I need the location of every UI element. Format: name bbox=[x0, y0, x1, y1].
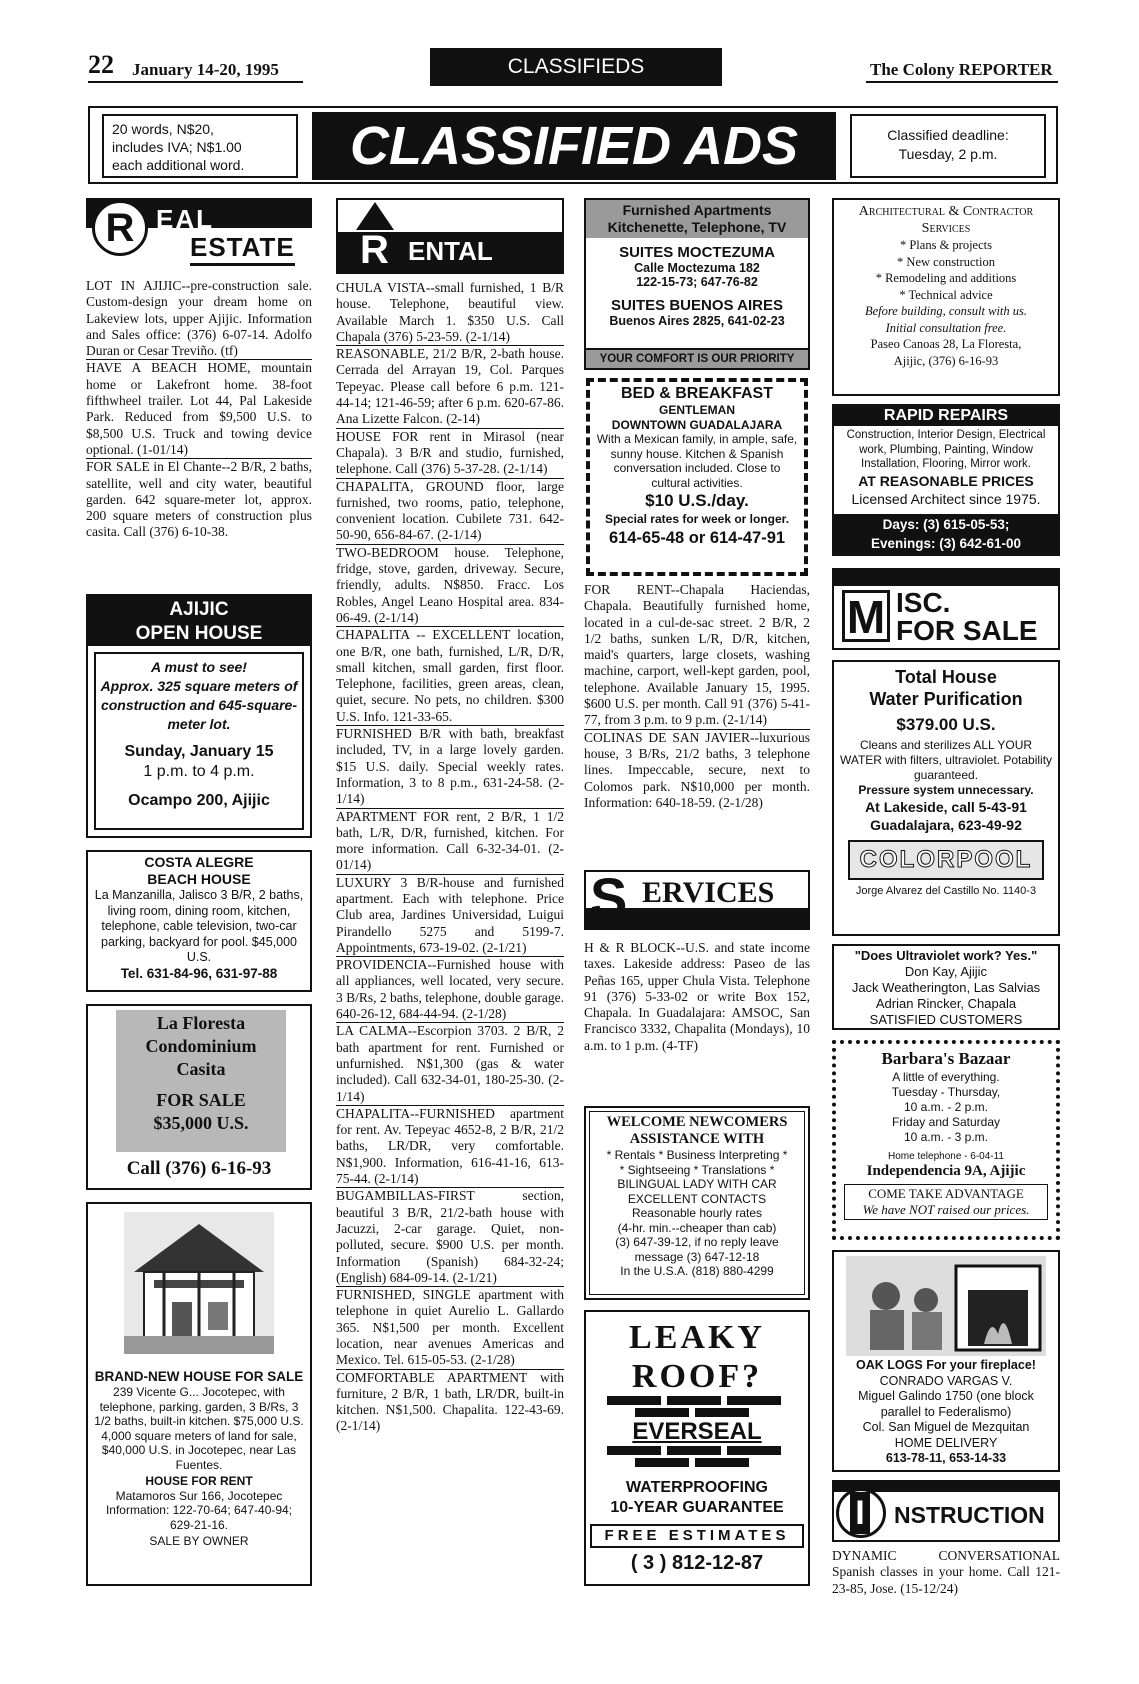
suites-top: Kitchenette, Telephone, TV bbox=[607, 219, 787, 235]
rental-ads bbox=[336, 280, 564, 1435]
architect-title: Architectural & Contractor bbox=[858, 204, 1034, 219]
section-title: CLASSIFIEDS bbox=[430, 48, 722, 86]
bnb-body: With a Mexican family, in ample, safe, sunny house. Kitchen & Spanish conversation included. Close to cultural activities. bbox=[596, 432, 798, 490]
rapid-title: RAPID REPAIRS bbox=[834, 406, 1058, 426]
bazaar-line: 10 a.m. - 3 p.m. bbox=[903, 1130, 989, 1144]
deadline-line: Classified deadline: bbox=[887, 127, 1009, 143]
architect-item: * Plans & projects bbox=[899, 238, 992, 252]
instruction-letter: I bbox=[850, 1492, 870, 1534]
open-house-address: Ocampo 200, Ajijic bbox=[128, 792, 270, 809]
costa-alegre-body: La Manzanilla, Jalisco 3 B/R, 2 baths, living room, dining room, kitchen, telephone, cable television, two-car parking, backyard for pool. $45,000 U.S. bbox=[94, 888, 304, 964]
classified-ad: PROVIDENCIA--Furnished house with all appliances, well located, very secure. 3 B/Rs, 2 baths, telephone, double garage. 640-26-12, 684-44-94. (2-1/28) bbox=[336, 957, 564, 1022]
classified-ad: CHAPALITA -- EXCELLENT location, one B/R, one bath, furnished, L/R, D/R, small kitchen, small garden, first floor. Telephone, facilities, green areas, clean, quiet, secure. No pets, no children. $300 U.S. Info. 121-33-65. bbox=[336, 627, 564, 724]
welcome-line: * Sightseeing * Translations * bbox=[619, 1162, 775, 1177]
colorpool-logo: COLORPOOL bbox=[848, 840, 1044, 880]
suites-addr-2: Buenos Aires 2825, 641-02-23 bbox=[609, 314, 785, 328]
classified-ad: LA CALMA--Escorpion 3703. 2 B/R, 2 bath apartment for rent. Furnished or unfurnished. N$1,300 (gas & water included). Call 632-34-01, 180-25-30. (2-1/14) bbox=[336, 1023, 564, 1104]
bazaar-adv: We have NOT raised our prices. bbox=[862, 1202, 1030, 1217]
page-header bbox=[88, 50, 1058, 86]
services-header bbox=[584, 866, 810, 932]
real-estate-ads bbox=[86, 278, 312, 541]
architect-title: Services bbox=[921, 220, 971, 236]
la-floresta-call: Call (376) 6-16-93 bbox=[126, 1158, 272, 1179]
la-floresta-price: $35,000 U.S. bbox=[153, 1113, 249, 1133]
welcome-line: message (3) 647-12-18 bbox=[634, 1249, 760, 1264]
welcome-title: ASSISTANCE WITH bbox=[629, 1131, 765, 1147]
open-house-tagline: A must to see! bbox=[151, 659, 247, 675]
suites-name: SUITES MOCTEZUMA bbox=[619, 244, 775, 261]
bazaar-adv: COME TAKE ADVANTAGE bbox=[868, 1186, 1024, 1201]
la-floresta-sale: FOR SALE bbox=[156, 1090, 246, 1110]
bazaar-line: Friday and Saturday bbox=[891, 1115, 1001, 1129]
architect-ad bbox=[832, 198, 1060, 396]
costa-alegre-ad bbox=[86, 850, 312, 992]
classified-ad: FOR SALE in El Chante--2 B/R, 2 baths, satellite, well and city water, beautiful garden. 642 square-meter lot, approx. 200 square meters of construction plus casita. Call (376) 6-10-38. bbox=[86, 459, 312, 540]
classified-ad: CHULA VISTA--small furnished, 1 B/R house. Telephone, beautiful view. Available March 1. $350 U.S. Call Chapala (376) 5-23-59. (2-1/14) bbox=[336, 280, 564, 344]
classified-ad: FOR RENT--Chapala Haciendas, Chapala. Beautifully furnished home, located in a cul-de-sac street. 2 B/R, 2 1/2 baths, sunken L/R, D/R, kitchen, maid's quarters, large closets, washing machine, carport, well-kept garden, pool, telephone. Available January 15, 1995. $600 U.S. per month. Call 91 (376) 5-41-77, from 3 p.m. to 9 p.m. (2-1/14) bbox=[584, 582, 810, 728]
architect-addr: Paseo Canoas 28, La Floresta, bbox=[870, 337, 1022, 351]
open-house-ad bbox=[86, 594, 312, 838]
rapid-body: Construction, Interior Design, Electrical work, Plumbing, Painting, Window Installation, Flooring, Mirror work. bbox=[846, 429, 1046, 470]
bnb-phone: 614-65-48 or 614-47-91 bbox=[608, 528, 786, 547]
oak-line: CONRADO VARGAS V. bbox=[879, 1373, 1013, 1388]
bnb-sub: DOWNTOWN GUADALAJARA bbox=[611, 417, 783, 432]
ultra-name: Adrian Rincker, Chapala bbox=[875, 996, 1017, 1011]
services-ads bbox=[584, 940, 810, 1054]
barbaras-bazaar-ad bbox=[832, 1040, 1060, 1240]
house-for-rent-body: Matamoros Sur 166, Jocotepec Information: 122-70-64; 647-40-94; 629-21-16. bbox=[105, 1488, 293, 1532]
house-photo bbox=[124, 1212, 274, 1354]
everseal-brand: EVERSEAL bbox=[632, 1418, 762, 1445]
classified-ad: COLINAS DE SAN JAVIER--luxurious house, 3 B/Rs, 21/2 baths, 3 telephone lines. Impeccable, secure, next to Colomos park. N$10,000 per month. Information: 640-18-59. (2-1/28) bbox=[584, 729, 810, 810]
bnb-sub: GENTLEMAN bbox=[659, 403, 735, 417]
services-heading: ERVICES bbox=[642, 876, 775, 909]
classified-ad: FURNISHED, SINGLE apartment with telephone in quiet Aurelio L. Gallardo 365. N$1,500 per month. Excellent location, near avenues Americas and Mexico. Tel. 615-05-53. (2-1/28) bbox=[336, 1287, 564, 1368]
classified-ad: REASONABLE, 21/2 B/R, 2-bath house. Cerrada del Arrayan 19, Col. Parques Tepeyac. Please call before 6 p.m. 121-44-14; 121-46-59; after 6 p.m. 620-67-86. Ana Lizette Falcon. (2-14) bbox=[336, 346, 564, 427]
misc-bottom: FOR SALE bbox=[896, 615, 1038, 646]
bazaar-line: A little of everything. bbox=[892, 1070, 1000, 1084]
welcome-line: BILINGUAL LADY WITH CAR bbox=[617, 1177, 777, 1191]
open-house-time: 1 p.m. to 4 p.m. bbox=[143, 763, 255, 780]
la-floresta-ad bbox=[86, 1004, 312, 1190]
classified-ad: CHAPALITA--FURNISHED apartment for rent. Av. Tepeyac 4652-8, 2 B/R, 21/2 baths, LR/DR, very comfortable. N$1,900. Information, 616-41-16, 613-75-44. (2-1/14) bbox=[336, 1105, 564, 1187]
ultra-question: "Does Ultraviolet work? Yes." bbox=[854, 948, 1038, 963]
water-purification-ad bbox=[832, 660, 1060, 936]
architect-slogan: Initial consultation free. bbox=[885, 320, 1007, 335]
architect-item: * Remodeling and additions bbox=[875, 271, 1017, 285]
leaky-roof-ad bbox=[584, 1310, 810, 1586]
water-lakeside: At Lakeside, call 5-43-91 bbox=[865, 799, 1027, 815]
brand-new-title: BRAND-NEW HOUSE FOR SALE bbox=[94, 1369, 304, 1384]
instruction-ads bbox=[832, 1548, 1060, 1597]
open-house-date: Sunday, January 15 bbox=[124, 743, 274, 760]
roof-bricks-icon bbox=[607, 1446, 787, 1468]
oak-logs-ad bbox=[832, 1250, 1060, 1472]
rental-letter: R bbox=[360, 228, 389, 272]
suites-footer: YOUR COMFORT IS OUR PRIORITY bbox=[586, 348, 808, 368]
welcome-line: In the U.S.A. (818) 880-4299 bbox=[620, 1264, 774, 1278]
la-floresta-line: Condominium bbox=[145, 1036, 257, 1056]
fireplace-illustration bbox=[846, 1256, 1046, 1356]
rapid-prices: AT REASONABLE PRICES bbox=[858, 472, 1034, 489]
la-floresta-line: La Floresta bbox=[156, 1013, 246, 1033]
services-letter: S bbox=[590, 866, 628, 929]
bazaar-line: 10 a.m. - 2 p.m. bbox=[903, 1100, 989, 1114]
suites-addr: Calle Moctezuma 182 bbox=[634, 261, 760, 275]
bnb-price: $10 U.S./day. bbox=[645, 491, 749, 510]
costa-alegre-tel: Tel. 631-84-96, 631-97-88 bbox=[120, 965, 278, 981]
welcome-line: Reasonable hourly rates bbox=[631, 1206, 763, 1220]
suites-phones: 122-15-73; 647-76-82 bbox=[636, 275, 758, 289]
free-estimates: FREE ESTIMATES bbox=[590, 1524, 804, 1548]
bazaar-title: Barbara's Bazaar bbox=[881, 1049, 1011, 1068]
classified-ad: CHAPALITA, GROUND floor, large furnished, two rooms, patio, telephone, convenient location. Cubilete 731. 642-50-90, 656-84-67. (2-1/14) bbox=[336, 478, 564, 543]
bazaar-line: Tuesday - Thursday, bbox=[891, 1085, 1001, 1099]
instruction-header bbox=[832, 1480, 1060, 1542]
banner-title: CLASSIFIED ADS bbox=[312, 112, 836, 180]
water-title: Water Purification bbox=[869, 689, 1023, 709]
open-house-desc: Approx. 325 square meters of construction and 645-square-meter lot. bbox=[100, 678, 298, 732]
oak-line: Miguel Galindo 1750 (one block bbox=[858, 1389, 1034, 1403]
bnb-title: BED & BREAKFAST bbox=[620, 385, 773, 402]
rapid-days: Days: (3) 615-05-53; bbox=[882, 517, 1010, 532]
page-number: 22 bbox=[88, 50, 114, 79]
open-house-title: AJIJIC bbox=[169, 599, 229, 620]
waterproofing: WATERPROOFING bbox=[626, 1479, 768, 1496]
oak-line: Col. San Miguel de Mezquitan bbox=[862, 1420, 1030, 1434]
welcome-newcomers-ad bbox=[584, 1106, 810, 1300]
bazaar-tel: Home telephone - 6-04-11 bbox=[888, 1151, 1004, 1162]
leaky-line: ROOF? bbox=[631, 1358, 763, 1395]
col3-rental-ads bbox=[584, 582, 810, 811]
classified-ad: TWO-BEDROOM house. Telephone, fridge, stove, garden, driveway. Secure, friendly, adults. N$850. Fracc. Los Robles, Angel Leano Hospital area. 834-06-49. (2-1/14) bbox=[336, 544, 564, 625]
deadline-box bbox=[850, 114, 1046, 178]
classified-ad: DYNAMIC CONVERSATIONAL Spanish classes in your home. Call 121-23-85, Jose. (15-12/24) bbox=[832, 1548, 1060, 1596]
water-addr: Jorge Alvarez del Castillo No. 1140-3 bbox=[855, 885, 1037, 897]
instruction-heading: NSTRUCTION bbox=[894, 1502, 1045, 1528]
rental-heading: ENTAL bbox=[408, 236, 493, 266]
real-estate-heading-bottom: ESTATE bbox=[190, 232, 295, 266]
leaky-line: LEAKY bbox=[629, 1319, 765, 1356]
suites-top: Furnished Apartments bbox=[622, 202, 772, 218]
classified-ad: APARTMENT FOR rent, 2 B/R, 1 1/2 bath, L/R, D/R, furnished, kitchen. For more information. Call 6-32-34-01. (2-01/14) bbox=[336, 808, 564, 873]
misc-top: ISC. bbox=[896, 587, 951, 618]
rate-box bbox=[102, 114, 298, 178]
classified-ad: BUGAMBILLAS-FIRST section, beautiful 3 B/R, 21/2-bath house with Jacuzzi, 2-car garage. Quiet, non-polluted, secure. $900 U.S. per month. Information (Spanish) 684-32-24; (English) 684-09-14. (2-1/21) bbox=[336, 1188, 564, 1285]
architect-slogan: Before building, consult with us. bbox=[864, 304, 1028, 318]
classified-ad: LUXURY 3 B/R-house and furnished apartment. Each with telephone. Price Club area, Jardines Universidad, Luigui Pirandello 5275 and 5199-7. Appointments, 673-19-02. (2-1/21) bbox=[336, 874, 564, 955]
brand-new-house-ad bbox=[86, 1202, 312, 1586]
welcome-title: WELCOME NEWCOMERS bbox=[606, 1114, 788, 1130]
real-estate-heading-top: EAL bbox=[156, 204, 214, 234]
paper-name: The Colony REPORTER bbox=[870, 60, 1053, 79]
classified-banner bbox=[88, 106, 1058, 184]
welcome-line: (3) 647-39-12, if no reply leave bbox=[615, 1235, 779, 1249]
classified-ad: FURNISHED B/R with bath, breakfast included, TV, in a large lovely garden. $15 U.S. daily. Special weekly rates. Information, 3 to 8 p.m., 631-24-58. (2-1/14) bbox=[336, 726, 564, 807]
rapid-repairs-ad bbox=[832, 404, 1060, 556]
misc-letter: M bbox=[842, 590, 890, 642]
real-estate-letter: R bbox=[92, 200, 148, 256]
la-floresta-line: Casita bbox=[176, 1059, 226, 1079]
rapid-evenings: Evenings: (3) 642-61-00 bbox=[870, 536, 1022, 551]
architect-item: * New construction bbox=[897, 254, 995, 269]
brand-new-body: 239 Vicente G... Jocotepec, with telephone, parking, garden, 3 B/Rs, 3 1/2 baths, built-in kitchen. $75,000 U.S. 4,000 square meters of land for sale, $40,000 U.S. in Jocotepec, near Las Fuentes. bbox=[94, 1385, 304, 1472]
classified-ad: HOUSE FOR rent in Mirasol (near Chapala). 3 B/R and studio, furnished, telephone. Call (376) 5-37-28. (2-1/14) bbox=[336, 428, 564, 477]
ultraviolet-ad bbox=[832, 944, 1060, 1030]
house-for-rent-title: HOUSE FOR RENT bbox=[145, 1474, 253, 1488]
classified-ad: H & R BLOCK--U.S. and state income taxes. Lakeside address: Paseo de las Peñas 165, upper Chula Vista. Telephone 91 (376) 5-33-02 or write Box 152, Chapala. In Guadalajara: AMSOC, San Francisco 3332, Chapalita (Mondays), 10 a.m. to 1 p.m. (4-TF) bbox=[584, 940, 810, 1053]
water-title: Total House bbox=[895, 667, 997, 687]
la-floresta-photo bbox=[116, 1010, 286, 1152]
misc-header bbox=[832, 568, 1060, 650]
bed-breakfast-ad bbox=[586, 378, 808, 576]
oak-line: parallel to Federalismo) bbox=[880, 1404, 1012, 1419]
real-estate-header bbox=[86, 198, 312, 272]
roof-bricks-icon bbox=[607, 1396, 787, 1418]
ultra-name: Don Kay, Ajijic bbox=[904, 964, 988, 979]
open-house-title: OPEN HOUSE bbox=[135, 623, 263, 644]
sale-by-owner: SALE BY OWNER bbox=[149, 1534, 249, 1548]
classified-ad: COMFORTABLE APARTMENT with furniture, 2 B/R, 1 bath, LR/DR, built-in kitchen. N$1,500. Chapalita. 122-43-69. (2-1/14) bbox=[336, 1369, 564, 1434]
bazaar-addr: Independencia 9A, Ajijic bbox=[866, 1163, 1026, 1179]
rate-line: each additional word. bbox=[112, 157, 245, 173]
deadline-line: Tuesday, 2 p.m. bbox=[898, 146, 998, 162]
water-body: Cleans and sterilizes ALL YOUR WATER with filters, ultraviolet. Potability guaranteed. bbox=[839, 738, 1053, 782]
rental-header bbox=[336, 198, 564, 274]
rapid-licensed: Licensed Architect since 1975. bbox=[851, 490, 1041, 507]
bnb-special: Special rates for week or longer. bbox=[604, 512, 790, 526]
oak-title: OAK LOGS For your fireplace! bbox=[856, 1358, 1036, 1372]
welcome-line: * Rentals * Business Interpreting * bbox=[606, 1148, 788, 1162]
classified-ad: LOT IN AJIJIC--pre-construction sale. Custom-design your dream home on Lakeview lots, upper Ajijic. Information and Sales office: (376) 6-07-14. Adolfo Duran or Cesar Treviño. (tf) bbox=[86, 278, 312, 359]
costa-alegre-title: BEACH HOUSE bbox=[147, 871, 251, 887]
ultra-name: Jack Weatherington, Las Salvias bbox=[851, 980, 1041, 995]
guarantee: 10-YEAR GUARANTEE bbox=[610, 1499, 784, 1516]
rate-line: 20 words, N$20, bbox=[112, 121, 214, 137]
architect-item: * Technical advice bbox=[899, 287, 993, 302]
rate-line: includes IVA; N$1.00 bbox=[112, 139, 242, 155]
issue-date: January 14-20, 1995 bbox=[132, 60, 279, 79]
water-price: $379.00 U.S. bbox=[896, 715, 996, 734]
suites-ad bbox=[584, 198, 810, 370]
water-pressure: Pressure system unnecessary. bbox=[858, 783, 1034, 797]
water-guadalajara: Guadalajara, 623-49-92 bbox=[870, 817, 1022, 833]
suites-name-2: SUITES BUENOS AIRES bbox=[611, 297, 783, 314]
oak-phone: 613-78-11, 653-14-33 bbox=[885, 1451, 1007, 1465]
welcome-line: (4-hr. min.--cheaper than cab) bbox=[617, 1220, 777, 1235]
oak-line: HOME DELIVERY bbox=[894, 1435, 998, 1450]
costa-alegre-title: COSTA ALEGRE bbox=[144, 854, 254, 870]
ultra-footer: SATISFIED CUSTOMERS bbox=[869, 1012, 1023, 1027]
leaky-phone: ( 3 ) 812-12-87 bbox=[630, 1552, 764, 1574]
welcome-line: EXCELLENT CONTACTS bbox=[627, 1191, 767, 1206]
classified-ad: HAVE A BEACH HOME, mountain home or Lakefront home. 38-foot fifthwheel trailer. Lot 44, Pal Lakeside Park. Reduced from $9,500 U.S. to $8,500 U.S. Truck and towing device optional. (1-01/14) bbox=[86, 360, 312, 457]
architect-addr: Ajijic, (376) 6-16-93 bbox=[893, 353, 999, 368]
